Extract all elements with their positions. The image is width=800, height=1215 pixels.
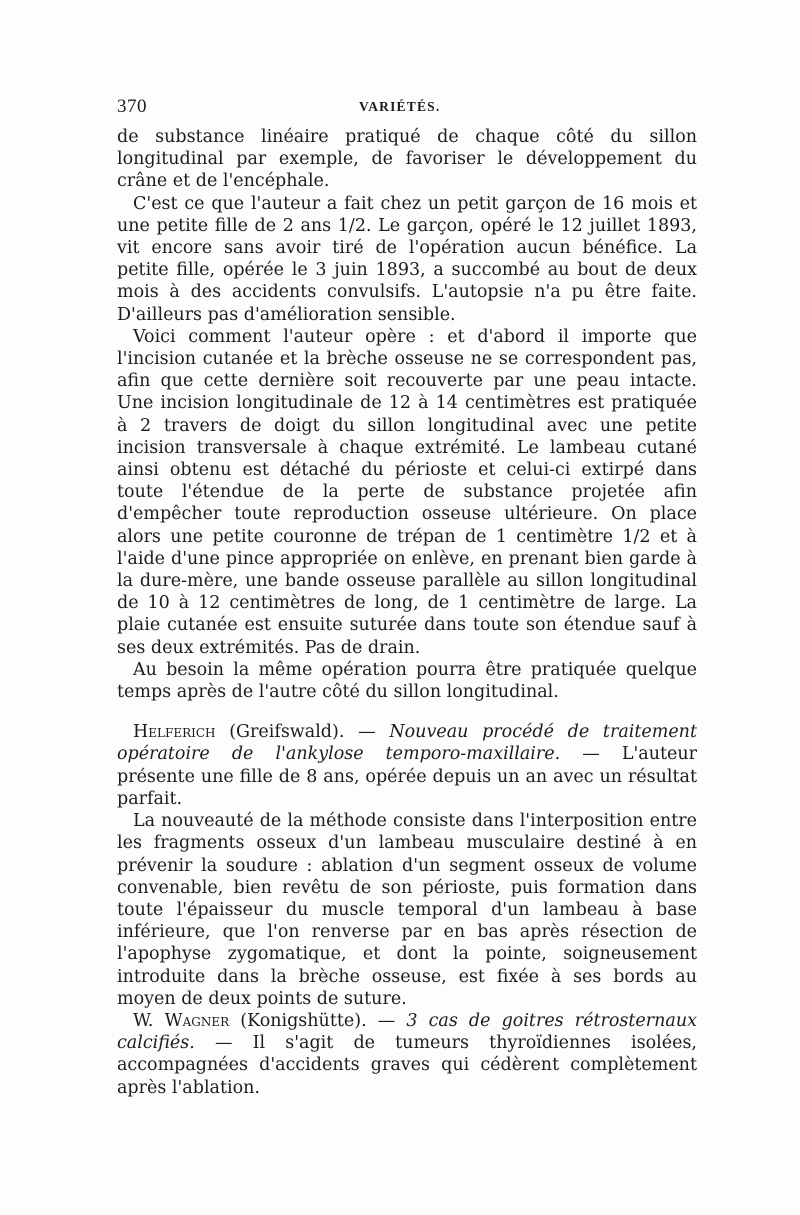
abstract-text: — L'auteur présente une fille de 8 ans, opérée depuis un an avec un résultat parfait. bbox=[117, 744, 697, 809]
article-title: 3 cas de goitres rétrosternaux calcifiés. bbox=[117, 1010, 698, 1054]
author-place: (Greifswald). — bbox=[215, 722, 390, 743]
author-place: (Konigshütte). — bbox=[229, 1010, 407, 1031]
page-number: 370 bbox=[117, 96, 147, 117]
page-header bbox=[117, 96, 697, 124]
author-name: Helferich bbox=[133, 722, 216, 743]
abstract-text: — Il s'agit de tumeurs thyroïdiennes isolées, accompagnées d'accidents graves qui cédèrent complètement après l'ablation. bbox=[117, 1033, 697, 1098]
paragraph-continuation: de substance linéaire pratiqué de chaque côté du sillon longitudinal par exemple, de favoriser le développement du crâne et de l'encéphale. bbox=[117, 127, 697, 192]
paragraph-cases: C'est ce que l'auteur a fait chez un petit garçon de 16 mois et une petite fille de 2 ans 1/2. Le garçon, opéré le 12 juillet 1893, vit encore sans avoir tiré de l'opération aucun bénéfice. La petite fille, opérée le 3 juin 1893, a succombé au bout de deux mois à des accidents convulsifs. L'autopsie n'a pu être faite. D'ailleurs pas d'amélioration sensible. bbox=[117, 193, 697, 325]
author-initial: W. bbox=[133, 1010, 165, 1031]
paragraph-helferich bbox=[117, 721, 697, 810]
body-text bbox=[117, 126, 697, 1099]
article-title: Nouveau procédé de traitement opératoire de l'ankylose temporo-maxillaire. bbox=[117, 722, 697, 765]
paragraph-method: La nouveauté de la méthode consiste dans l'interposition entre les fragments osseux d'un lambeau musculaire destiné à en prévenir la soudure : ablation d'un segment osseux de volume convenable, bien revêtu de son périoste, puis formation dans toute l'épaisseur du muscle temporal d'un lambeau à base inférieure, que l'on renverse par en bas après résection de l'apophyse zygomatique, et dont la pointe, soigneusement introduite dans la brèche osseuse, est fixée à ses bords au moyen de deux points de suture. bbox=[117, 811, 697, 1009]
paragraph-technique: Voici comment l'auteur opère : et d'abord il importe que l'incision cutanée et la brèche osseuse ne se correspondent pas, afin que cette dernière soit recouverte par une peau intacte. Une incision longitudinale de 12 à 14 centimètres est pratiquée à 2 travers de doigt du sillon longitudinal avec une petite incision transversale à chaque extrémité. Le lambeau cutané ainsi obtenu est détaché du périoste et celui-ci extirpé dans toute l'étendue de la perte de substance projetée afin d'empêcher toute reproduction osseuse ultérieure. On place alors une petite couronne de trépan de 1 centimètre 1/2 et à l'aide d'une pince appropriée on enlève, en prenant bien garde à la dure-mère, une bande osseuse parallèle au sillon longitudinal de 10 à 12 centimètres de long, de 1 centimètre de large. La plaie cutanée est ensuite suturée dans toute son étendue sauf à ses deux extrémités. Pas de drain. bbox=[117, 326, 697, 658]
running-head: VARIÉTÉS. bbox=[359, 99, 441, 114]
author-name: Wagner bbox=[164, 1010, 230, 1031]
paragraph-wagner bbox=[117, 1010, 697, 1099]
paragraph-conclusion: Au besoin la même opération pourra être pratiquée quelque temps après de l'autre côté du sillon longitudinal. bbox=[117, 659, 697, 703]
